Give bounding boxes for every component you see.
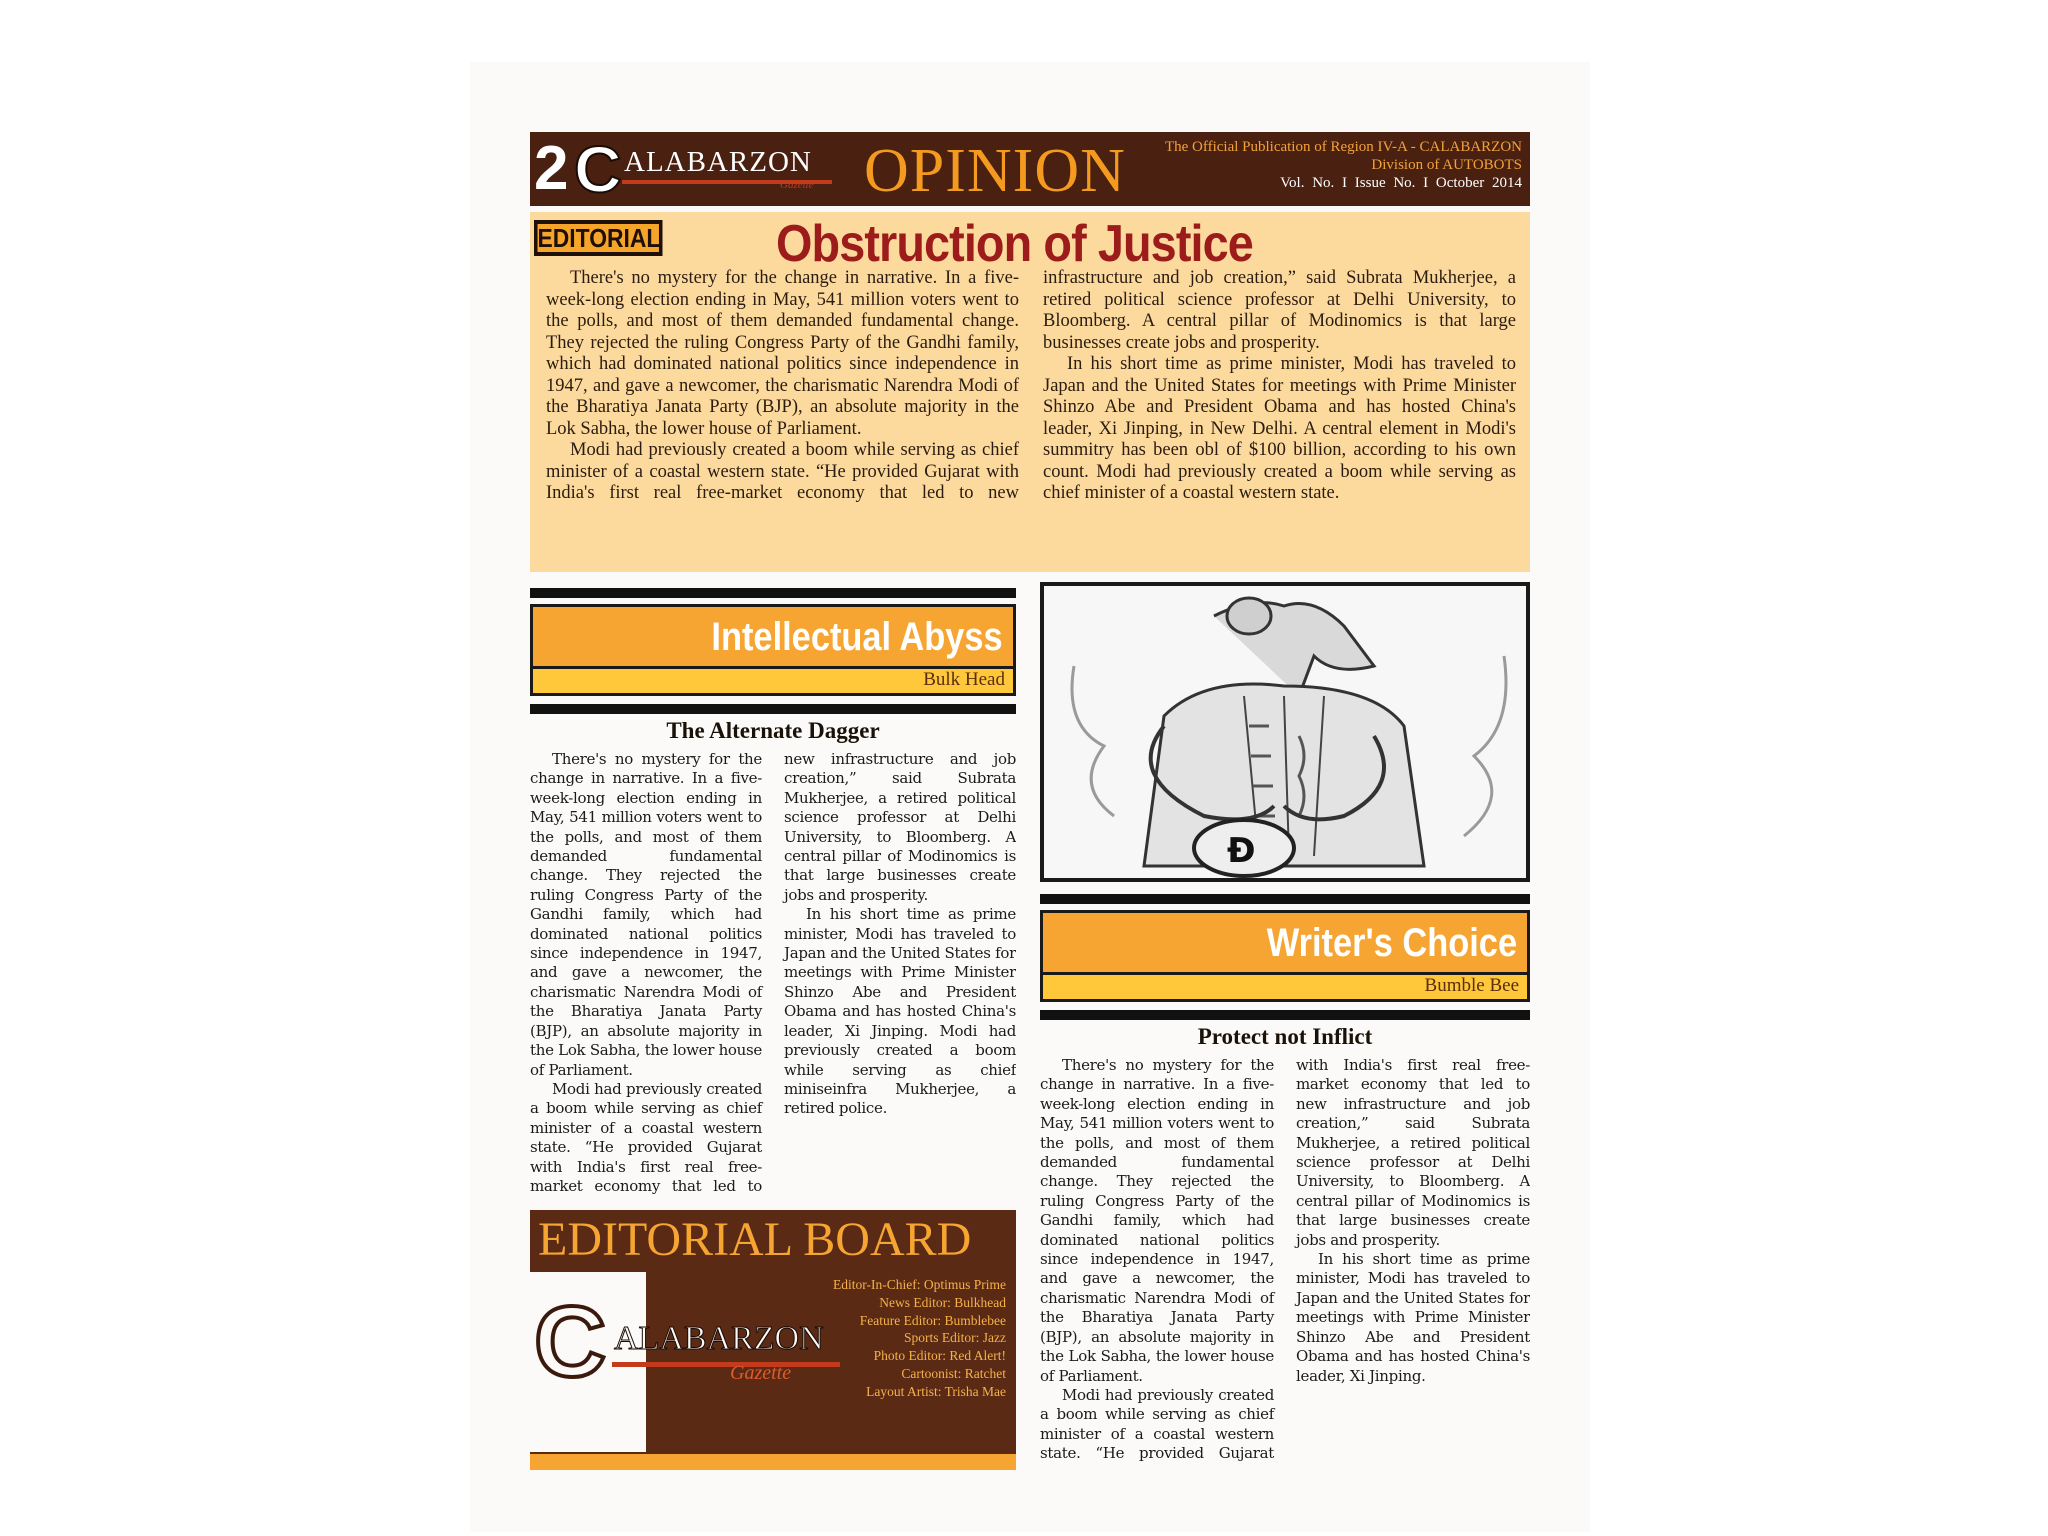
column-banner-right [1040,910,1530,1002]
column-rule [530,588,1016,598]
page-number: 2 [534,134,565,203]
cartoon-drawing [1044,586,1526,878]
column-author: Bumble Bee [1424,975,1519,996]
staff-entry: Editor-In-Chief: Optimus Prime [833,1277,1006,1292]
column-rule [1040,894,1530,904]
editorial-board [530,1210,1016,1470]
editorial-paragraph: In his short time as prime minister, Modi has traveled to Japan and the United States for meetings with Prime Minister Shinzo Abe and President Obama and has hosted China's leader, Xi Jinping, in New Delhi. A central element in Modi's summitry has been obl of $100 billion, according to his own count. Modi had previously created a boom while serving as chief minister of a coastal western state. [1043,354,1516,503]
masthead [530,132,1530,206]
column-author: Bulk Head [923,669,1005,690]
staff-entry: Feature Editor: Bumblebee [859,1312,1006,1328]
article-paragraph: Modi had previously created a boom while serving as chief minister of a coastal western state. “He provided Gujarat with India's first real free-market economy that led to new infrastructure and job creation,” said Subrata Mukherjee, a retired political science professor at Delhi University, to Bloomberg. A central pillar of Modinomics is that large businesses create jobs and prosperity. [530,750,1016,1195]
section-title: OPINION [864,137,1126,205]
column-title: Writer's Choice [1266,921,1517,965]
board-logo-name: ALABARZON [614,1320,824,1357]
article-paragraph: There's no mystery for the change in narrative. In a five-week-long election ending in May, 541 million voters went to the polls, and most of them demanded fundamental change. They rejected the ruling Congress Party of the Gandhi family, which had dominated national politics since independence in 1947, and gave a newcomer, the charismatic Narendra Modi of the Bharatiya Janata Party (BJP), an absolute majority in the Lok Sabha, the lower house of Parliament. [530,750,762,1079]
column-rule [1040,1010,1530,1020]
column-author-strip [533,666,1013,693]
article-paragraph: In his short time as prime minister, Modi has traveled to Japan and the United States for meetings with Prime Minister Shinzo Abe and President Obama and has hosted China's leader, Xi Jinping. [1296,1250,1530,1385]
article-title: The Alternate Dagger [666,718,880,743]
article-title: Protect not Inflict [1197,1024,1373,1049]
cartoon-illustration [1040,582,1530,882]
publication-line: The Official Publication of Region IV-A - CALABARZON [1164,139,1522,155]
board-logo-initial: C [534,1286,607,1398]
editorial-board-heading: EDITORIAL BOARD [538,1213,972,1266]
division-line: Division of AUTOBOTS [1371,157,1522,173]
editorial-paragraph: There's no mystery for the change in narrative. In a five-week-long election ending in May, 541 million voters went to the polls, and most of them demanded fundamental change. They rejected the ruling Congress Party of the Gandhi family, which had dominated national politics since independence in 1947, and gave a newcomer, the charismatic Narendra Modi of the Bharatiya Janata Party (BJP), an absolute majority in the Lok Sabha, the lower house of Parliament. [546,268,1019,439]
staff-list [833,1276,1006,1401]
logo-name: ALABARZON [624,146,812,178]
logo-initial: C [574,132,622,206]
staff-entry: Photo Editor: Red Alert! [873,1348,1006,1364]
column-banner-left [530,604,1016,696]
staff-entry: News Editor: Bulkhead [879,1294,1006,1310]
svg-text:Đ: Đ [1227,831,1256,871]
staff-entry: Layout Artist: Trisha Mae [866,1383,1006,1399]
article-paragraph: There's no mystery for the change in narrative. In a five-week-long election ending in May, 541 million voters went to the polls, and most of them demanded fundamental change. They rejected the ruling Congress Party of the Gandhi family, which had dominated national politics since independence in 1947, and gave a newcomer, the charismatic Narendra Modi of the Bharatiya Janata Party (BJP), an absolute majority in the Lok Sabha, the lower house of Parliament. [1040,1056,1274,1385]
board-logo-underline [612,1362,840,1367]
publication-info [1165,138,1522,192]
issue-line: Vol. No. I Issue No. I October 2014 [1280,175,1522,191]
staff-entry: Cartoonist: Ratchet [901,1365,1006,1381]
article-paragraph: In his short time as prime minister, Modi has traveled to Japan and the United States for meetings with Prime Minister Shinzo Abe and President Obama and has hosted China's leader, Xi Jinping. Modi had previously created a boom while serving as chief miniseinfra Mukherjee, a retired police. [784,905,1016,1118]
board-logo-subtitle: Gazette [730,1362,792,1384]
editorial-title: Obstruction of Justice [776,215,1253,273]
editorial-section [530,212,1530,572]
opinion-page [530,132,1530,1472]
article-body [1040,1056,1530,1472]
column-title: Intellectual Abyss [711,615,1003,659]
column-rule [530,704,1016,714]
staff-entry: Sports Editor: Jazz [904,1330,1006,1346]
editorial-paragraph: Modi had previously created a boom while serving as chief minister of a coastal western state. “He provided Gujarat with India's first real free-market economy that led to new infrastructure and job creation,” said Subrata Mukherjee, a retired political science professor at Delhi University, to Bloomberg. A central pillar of Modinomics is that large businesses create jobs and prosperity. [546,268,1516,503]
article-paragraph: Modi had previously created a boom while serving as chief minister of a coastal western state. “He provided Gujarat with India's first real free-market economy that led to new infrastructure and job creation,” said Subrata Mukherjee, a retired political science professor at Delhi University, to Bloomberg. A central pillar of Modinomics is that large businesses create jobs and prosperity. [1040,1056,1530,1463]
article-body [530,750,1016,1202]
logo-subtitle: Gazette [780,179,814,191]
editorial-tag: EDITORIAL [534,220,662,256]
column-author-strip [1043,972,1527,999]
editorial-body [546,268,1516,505]
board-bottom-strip [530,1454,1016,1470]
